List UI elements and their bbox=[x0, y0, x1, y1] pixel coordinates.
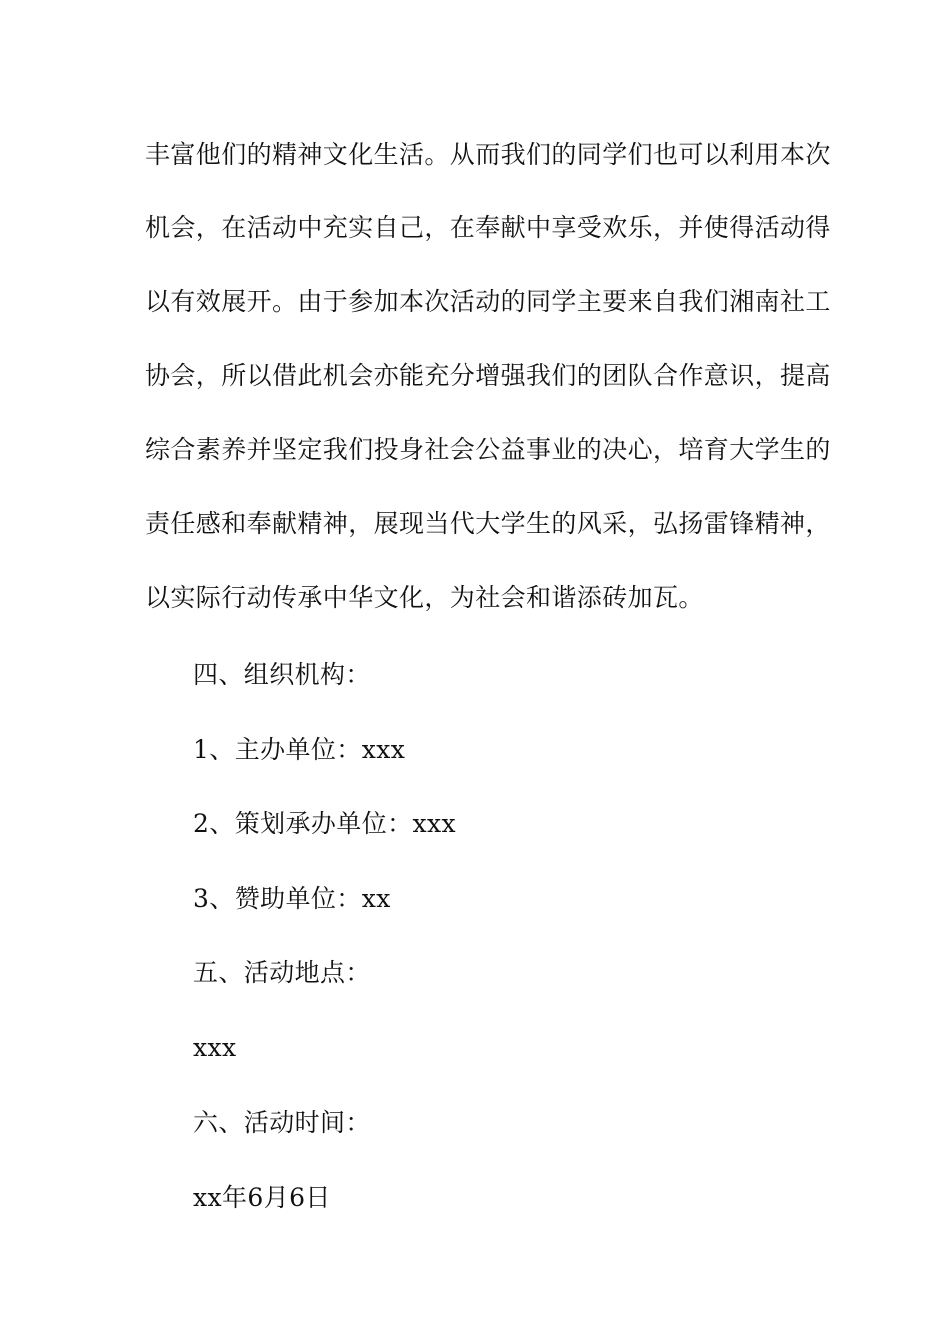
paragraph-line-6: 责任感和奉献精神，展现当代大学生的风采，弘扬雷锋精神， bbox=[145, 509, 831, 538]
org-item-host: 1、主办单位：xxx bbox=[193, 735, 406, 764]
time-value: xx年6月6日 bbox=[193, 1183, 331, 1212]
section-heading-organization: 四、组织机构： bbox=[193, 660, 371, 689]
org-item-sponsor: 3、赞助单位：xx bbox=[193, 884, 391, 913]
paragraph-line-5: 综合素养并坚定我们投身社会公益事业的决心，培育大学生的 bbox=[145, 435, 831, 464]
org-item-organizer: 2、策划承办单位：xxx bbox=[193, 809, 457, 838]
paragraph-line-2: 机会，在活动中充实自己，在奉献中享受欢乐，并使得活动得 bbox=[145, 213, 831, 242]
section-heading-location: 五、活动地点： bbox=[193, 958, 371, 987]
section-heading-time: 六、活动时间： bbox=[193, 1108, 371, 1137]
paragraph-line-4: 协会，所以借此机会亦能充分增强我们的团队合作意识，提高 bbox=[145, 361, 831, 390]
location-value: xxx bbox=[193, 1033, 237, 1062]
paragraph-line-7: 以实际行动传承中华文化，为社会和谐添砖加瓦。 bbox=[145, 583, 704, 612]
paragraph-line-3: 以有效展开。由于参加本次活动的同学主要来自我们湘南社工 bbox=[145, 287, 831, 316]
paragraph-line-1: 丰富他们的精神文化生活。从而我们的同学们也可以利用本次 bbox=[145, 140, 831, 169]
